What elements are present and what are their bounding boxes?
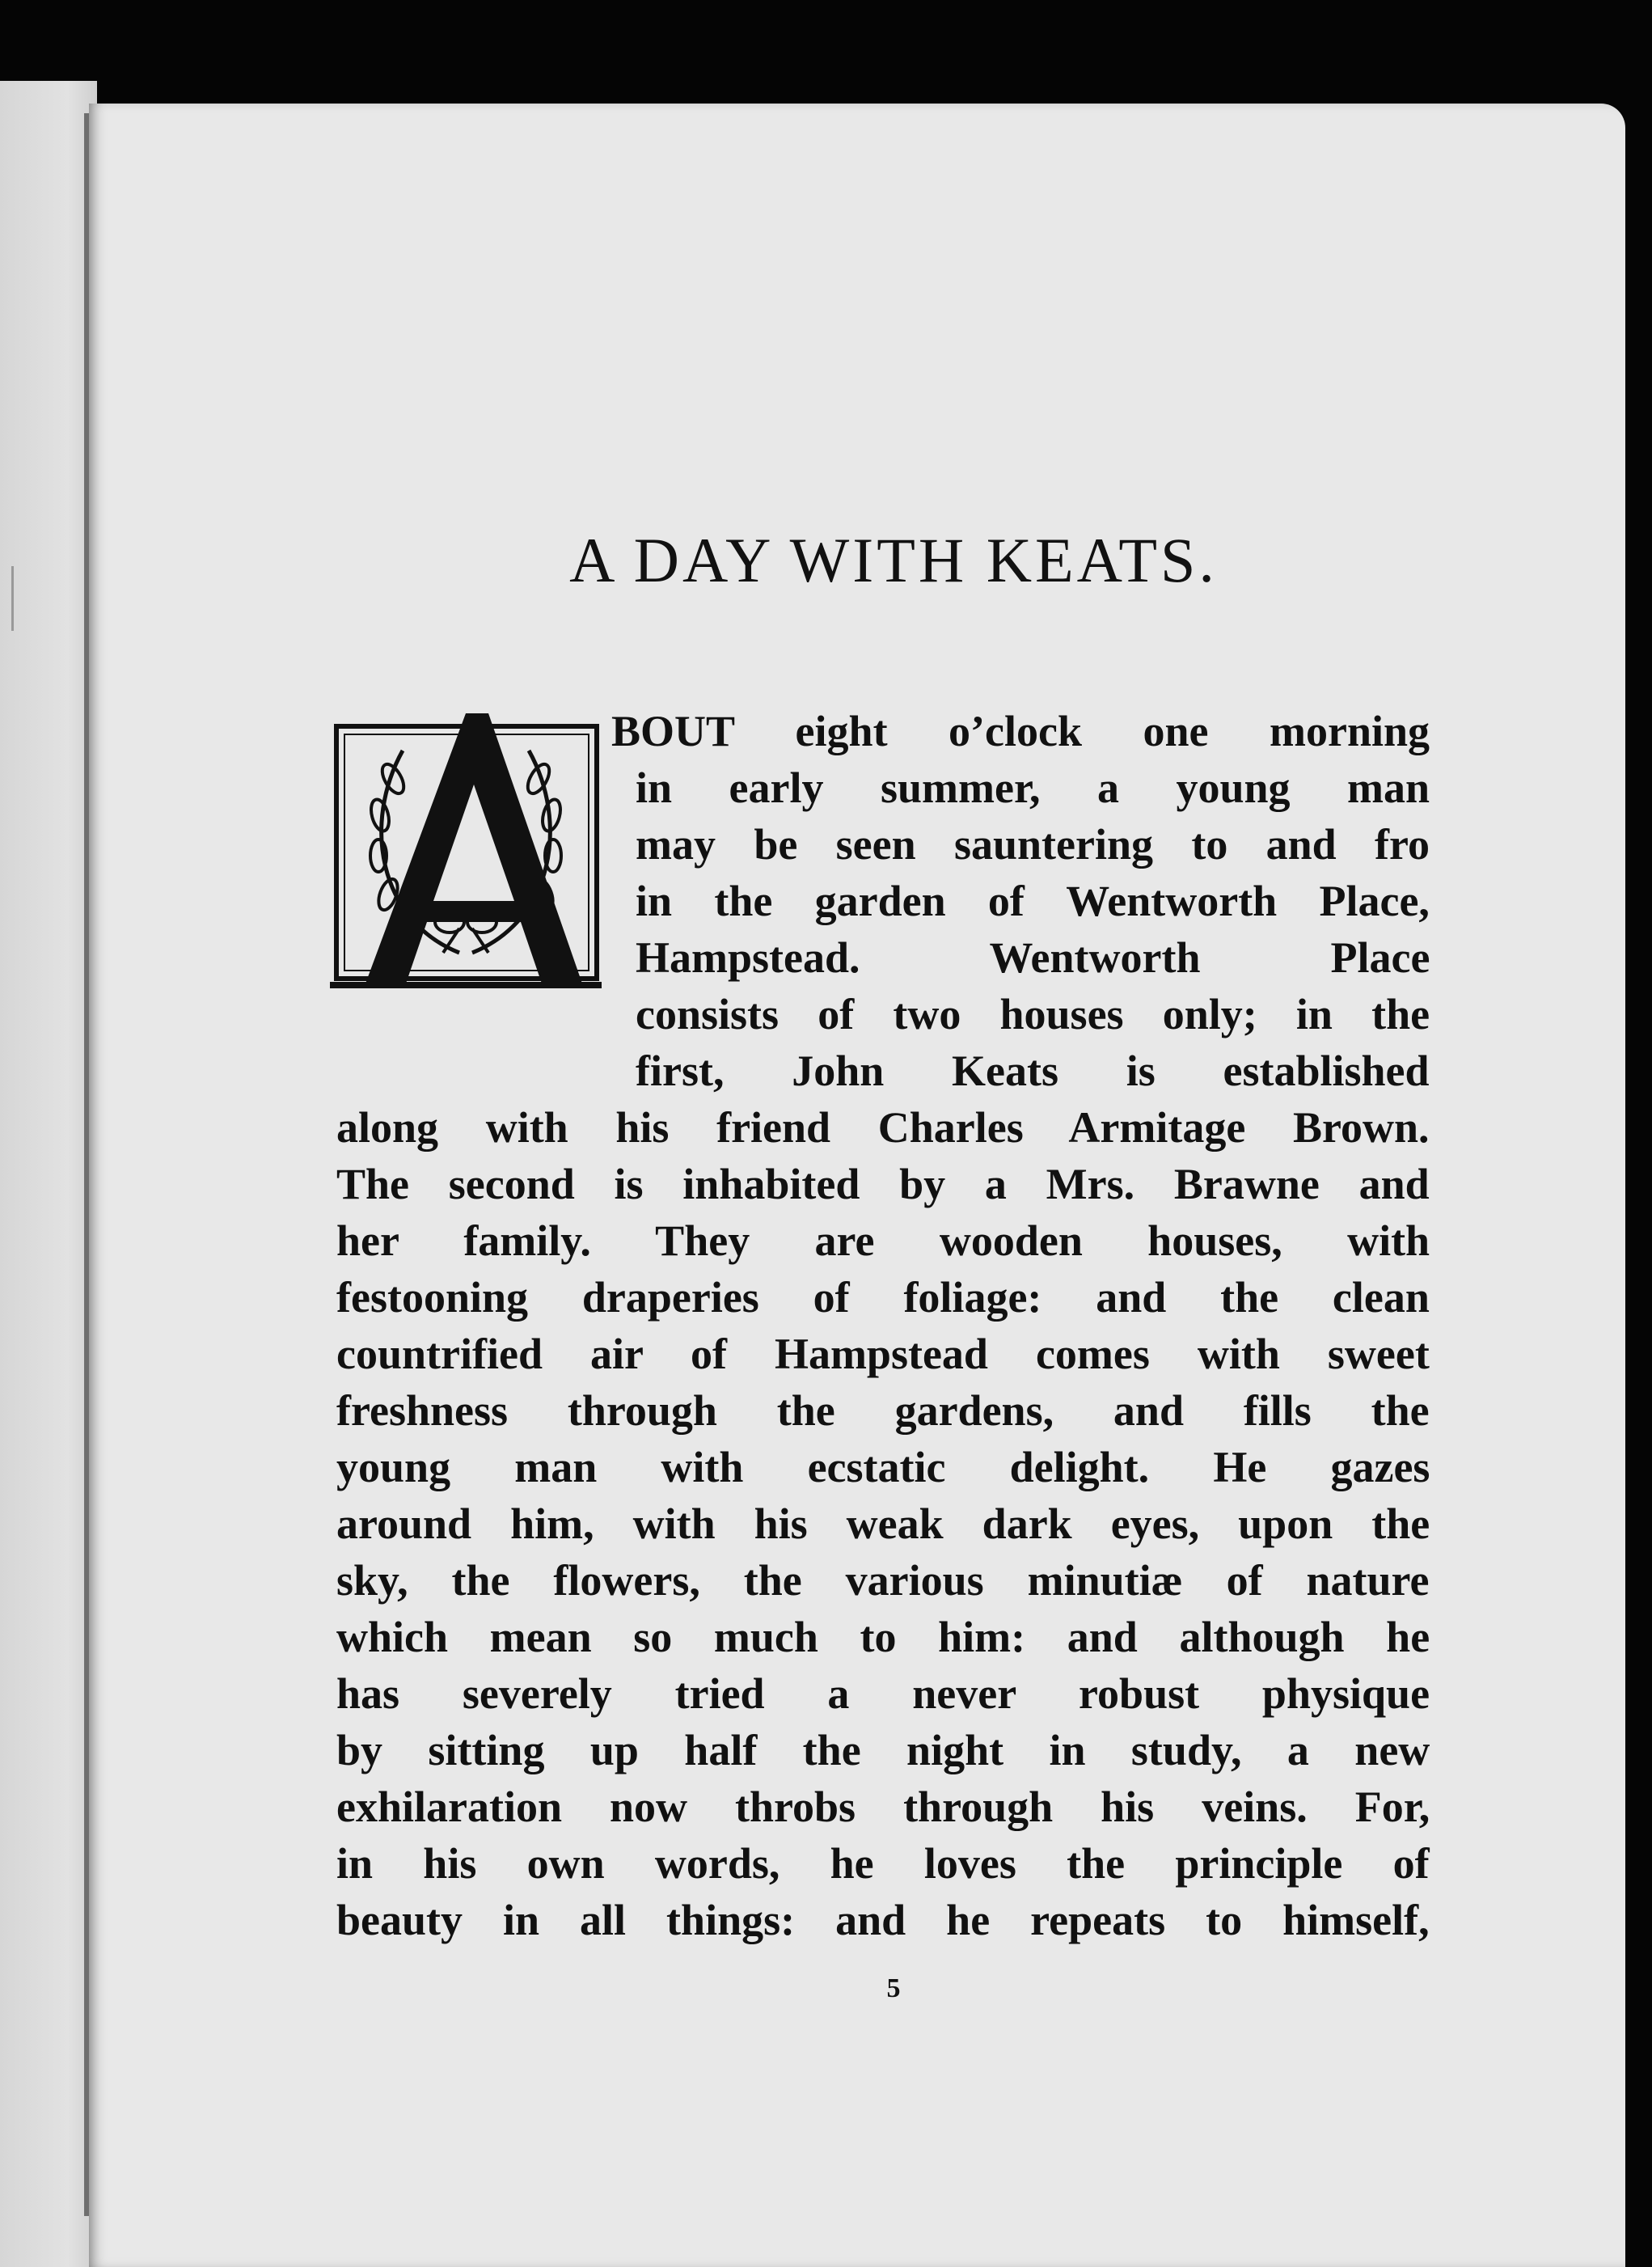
text-line: consists of two houses only; in the xyxy=(636,990,1430,1038)
text-line: beauty in all things: and he repeats to himself, xyxy=(336,1896,1430,1944)
text-line: exhilaration now throbs through his veins. For, xyxy=(336,1783,1430,1831)
text-line: Hampstead. Wentworth Place xyxy=(636,933,1430,982)
text-line: in the garden of Wentworth Place, xyxy=(636,877,1430,925)
text-line: in early summer, a young man xyxy=(636,763,1430,812)
scan-mark xyxy=(11,566,14,631)
text-line: in his own words, he loves the principle of xyxy=(336,1839,1430,1888)
text-line: young man with ecstatic delight. He gazes xyxy=(336,1443,1430,1491)
text-line: countrified air of Hampstead comes with sweet xyxy=(336,1330,1430,1378)
book-page xyxy=(89,104,1625,2267)
body-text xyxy=(89,104,1625,2267)
text-line: around him, with his weak dark eyes, upon the xyxy=(336,1499,1430,1548)
text-line: sky, the flowers, the various minutiæ of nature xyxy=(336,1556,1430,1605)
text-line: freshness through the gardens, and fills the xyxy=(336,1386,1430,1435)
text-line: along with his friend Charles Armitage Brown. xyxy=(336,1103,1430,1152)
text-line: may be seen sauntering to and fro xyxy=(636,820,1430,869)
chapter-title: A DAY WITH KEATS. xyxy=(569,525,1218,595)
text-line: The second is inhabited by a Mrs. Brawne and xyxy=(336,1160,1430,1208)
text-line: which mean so much to him: and although he xyxy=(336,1613,1430,1661)
facing-page-edge xyxy=(0,81,97,2267)
text-line: festooning draperies of foliage: and the clean xyxy=(336,1273,1430,1322)
text-line: by sitting up half the night in study, a new xyxy=(336,1726,1430,1774)
text-line: BOUT eight o’clock one morning xyxy=(611,707,1430,755)
page-number: 5 xyxy=(886,1973,901,2003)
text-line: has severely tried a never robust physique xyxy=(336,1669,1430,1718)
text-line: her family. They are wooden houses, with xyxy=(336,1216,1430,1265)
text-line: first, John Keats is established xyxy=(636,1047,1430,1095)
